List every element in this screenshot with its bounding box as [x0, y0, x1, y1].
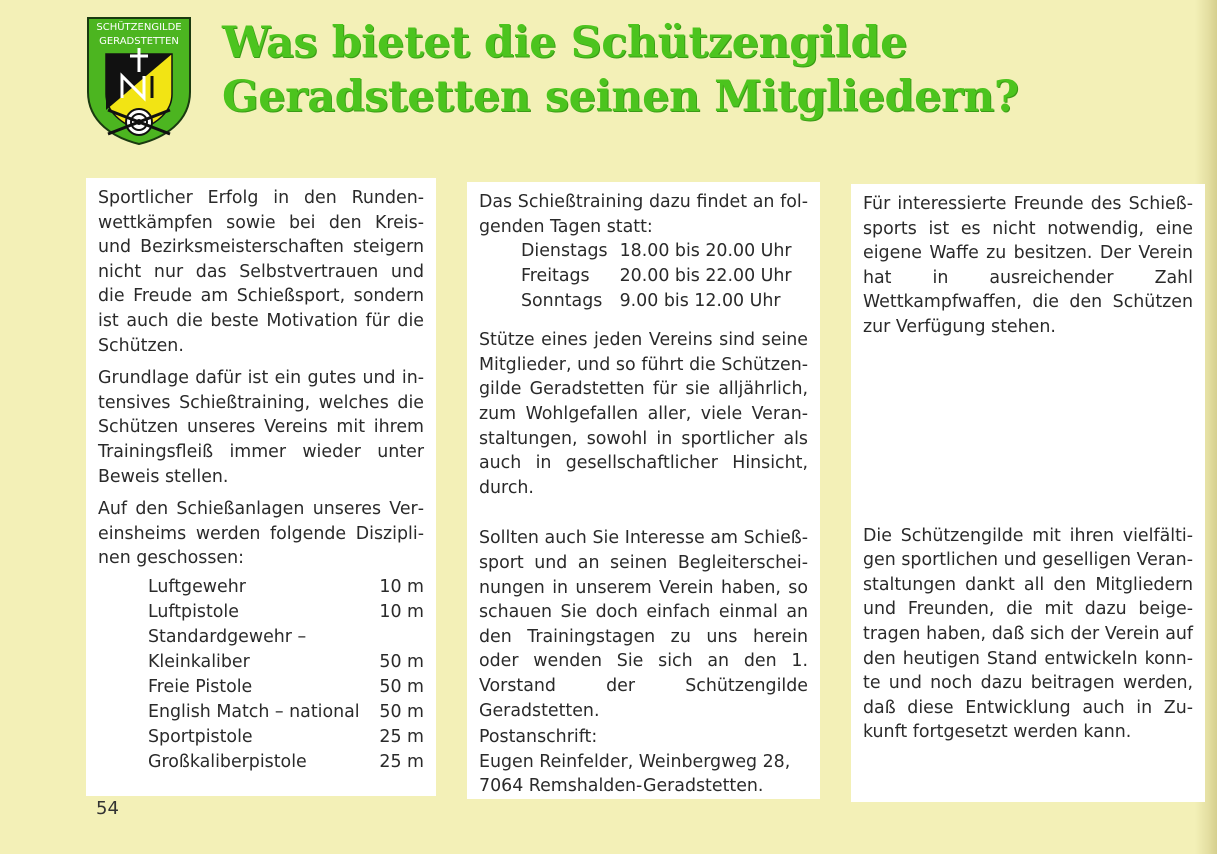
- page-headline: [222, 16, 1082, 124]
- discipline-distance: 10 m: [379, 576, 424, 597]
- table-row: [148, 650, 424, 675]
- schedule-time: 9.00 bis 12.00 Uhr: [619, 291, 781, 312]
- disciplines-table: [148, 575, 424, 775]
- discipline-name: Luftgewehr: [148, 576, 246, 597]
- paragraph-weapons: Für interessierte Freunde des Schießsports ist es nicht notwendig, eine eigene Waffe zu besitzen. Der Verein hat in ausreichender Zahl Wettkampfwaffen, die den Schützen zur Verfügung stehen.: [863, 194, 1193, 337]
- discipline-name: Großkaliberpistole: [148, 751, 307, 772]
- discipline-distance: 50 m: [379, 701, 424, 722]
- postal-address-line-1: Eugen Reinfelder, Weinbergweg 28,: [479, 751, 791, 772]
- crest-text-bottom: GERADSTETTEN: [99, 36, 179, 47]
- text-column-1: [86, 178, 436, 796]
- training-schedule-table: [521, 239, 792, 314]
- discipline-distance: 50 m: [379, 651, 424, 672]
- discipline-distance: 25 m: [379, 726, 424, 747]
- crest-text-top: SCHÜTZENGILDE: [96, 22, 182, 33]
- discipline-name: Standardgewehr –: [148, 626, 307, 647]
- table-row: [148, 625, 424, 650]
- paragraph-training: Grundlage dafür ist ein gutes und intensives Schießtraining, welches die Schützen unseres Vereins mit ihrem Trainingsfleiß immer wieder unter Beweis stellen.: [98, 368, 424, 487]
- discipline-name: Freie Pistole: [148, 676, 253, 697]
- discipline-name: English Match – national: [148, 701, 360, 722]
- text-column-3: [851, 184, 1205, 802]
- table-row: [521, 264, 792, 289]
- discipline-name: Kleinkaliber: [148, 651, 250, 672]
- discipline-name: Luftpistole: [148, 601, 239, 622]
- table-row: [148, 675, 424, 700]
- paragraph-success: Sportlicher Erfolg in den Rundenwettkämpfen sowie bei den Kreis- und Bezirksmeisterschaften steigern nicht nur das Selbstvertrauen und die Freude am Schießsport, sondern ist auch die beste Motivation für die Schützen.: [98, 188, 424, 356]
- table-row: [148, 700, 424, 725]
- discipline-distance: [376, 625, 424, 650]
- table-row: [148, 750, 424, 775]
- page-number: 54: [96, 798, 119, 819]
- table-row: [521, 239, 792, 264]
- paragraph-schedule-intro: Das Schießtraining dazu findet an folgenden Tagen statt:: [479, 192, 808, 237]
- paragraph-thanks: Die Schützengilde mit ihren vielfältigen sportlichen und geselligen Veranstaltungen dankt all den Mitgliedern und Freunden, die mit dazu beigetragen haben, daß sich der Verein auf den heutigen Stand entwickeln konnte und noch dazu beitragen werden, daß diese Entwicklung auch in Zukunft fortgesetzt werden kann.: [863, 525, 1193, 743]
- schedule-day: Sonntags: [521, 291, 603, 312]
- club-crest-logo: [84, 14, 194, 146]
- table-row: [148, 600, 424, 625]
- table-row: [148, 575, 424, 600]
- postal-address-line-2: 7064 Remshalden-Geradstetten.: [479, 776, 764, 797]
- paragraph-members: Stütze eines jeden Vereins sind seine Mitglieder, und so führt die Schützengilde Geradstetten für sie alljährlich, zum Wohlgefallen aller, viele Veranstaltungen, sowohl in sportlicher als auch in gesellschaftlicher Hinsicht, durch.: [479, 330, 808, 498]
- discipline-distance: 25 m: [379, 751, 424, 772]
- paragraph-disciplines-intro: Auf den Schießanlagen unseres Vereinsheims werden folgende Disziplinen geschossen:: [98, 499, 424, 569]
- headline-line-2: Geradstetten seinen Mitgliedern?: [222, 72, 1019, 122]
- schedule-day: Freitags: [521, 266, 590, 287]
- discipline-name: Sportpistole: [148, 726, 253, 747]
- schedule-time: 20.00 bis 22.00 Uhr: [619, 266, 792, 287]
- discipline-distance: 50 m: [379, 676, 424, 697]
- table-row: [148, 725, 424, 750]
- headline-line-1: Was bietet die Schützengilde: [222, 18, 907, 68]
- table-row: [521, 289, 792, 314]
- schedule-day: Dienstags: [521, 241, 608, 262]
- text-column-2: [467, 182, 820, 799]
- postal-label: Postanschrift:: [479, 727, 598, 748]
- paragraph-interest: Sollten auch Sie Interesse am Schießsport und an seinen Begleiterscheinungen in unserem Verein haben, so schauen Sie doch einfach einmal an den Trainingstagen zu uns herein oder wenden Sie sich an den 1. Vorstand der Schützengilde Geradstetten.: [479, 528, 808, 721]
- discipline-distance: 10 m: [379, 601, 424, 622]
- schedule-time: 18.00 bis 20.00 Uhr: [619, 241, 792, 262]
- column-spacer: [863, 340, 1193, 524]
